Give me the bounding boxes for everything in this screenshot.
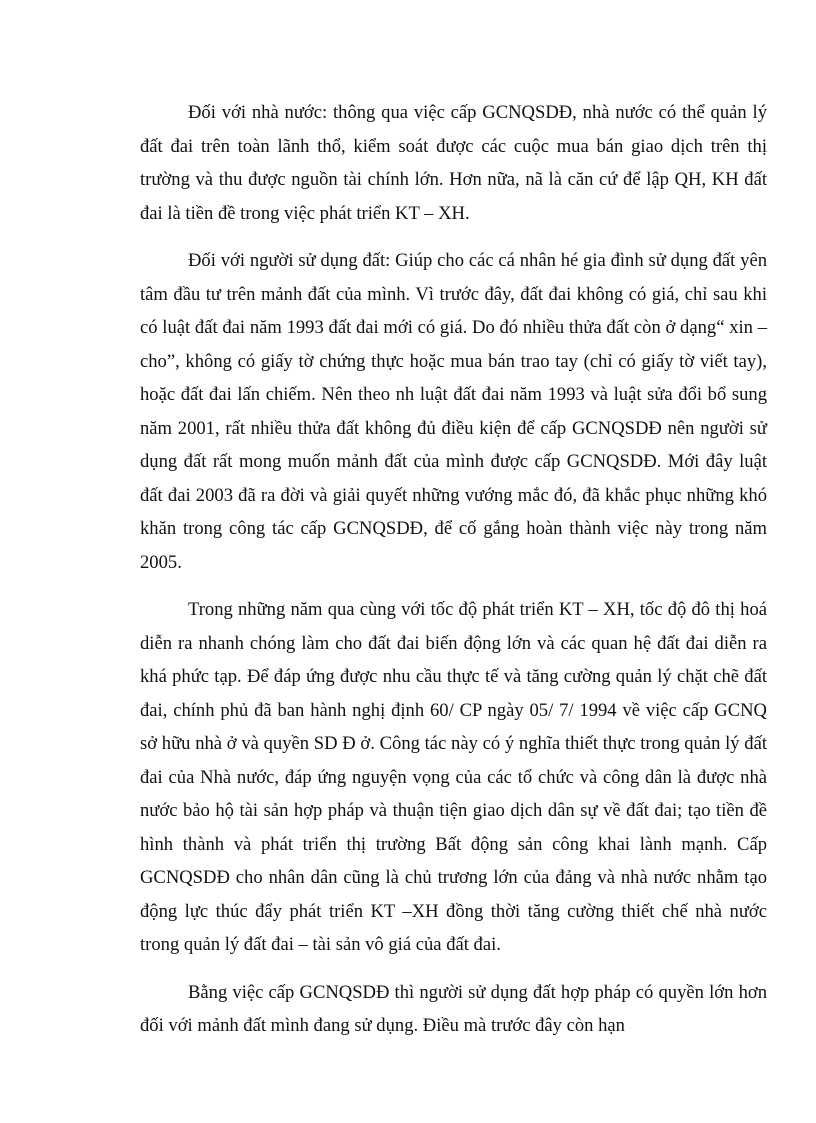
paragraph-land-user-benefits: Đối với người sử dụng đất: Giúp cho các cá nhân hé gia đình sử dụng đất yên tâm đầu tư trên mảnh đất của mình. Vì trước đây, đất đai không có giá, chỉ sau khi có luật đất đai năm 1993 đất đai mới có giá. Do đó nhiều thửa đất còn ở dạng“ xin – cho”, không có giấy tờ chứng thực hoặc mua bán trao tay (chỉ có giấy tờ viết tay), hoặc đất đai lấn chiếm. Nên theo nh luật đất đai năm 1993 và luật sửa đổi bổ sung năm 2001, rất nhiều thửa đất không đủ điều kiện để cấp GCNQSDĐ nên người sử dụng đất rất mong muốn mảnh đất của mình được cấp GCNQSDĐ. Mới đây luật đất đai 2003 đã ra đời và giải quyết những vướng mắc đó, đã khắc phục những khó khăn trong công tác cấp GCNQSDĐ, để cố gắng hoàn thành việc này trong năm 2005. — [140, 250, 767, 573]
document-page — [140, 96, 767, 1043]
paragraph-legal-rights: Bằng việc cấp GCNQSDĐ thì người sử dụng đất hợp pháp có quyền lớn hơn đối với mảnh đất mình đang sử dụng. Điều mà trước đây còn hạn — [140, 981, 767, 1036]
paragraph-state-benefits: Đối với nhà nước: thông qua việc cấp GCNQSDĐ, nhà nước có thể quản lý đất đai trên toàn lãnh thổ, kiểm soát được các cuộc mua bán giao dịch trên thị trường và thu được nguồn tài chính lớn. Hơn nữa, nã là căn cứ để lập QH, KH đất đai là tiền đề trong việc phát triển KT – XH. — [140, 102, 767, 224]
paragraph-urbanization-context: Trong những năm qua cùng với tốc độ phát triển KT – XH, tốc độ đô thị hoá diễn ra nhanh chóng làm cho đất đai biến động lớn và các quan hệ đất đai diễn ra khá phức tạp. Để đáp ứng được nhu cầu thực tế và tăng cường quản lý chặt chẽ đất đai, chính phủ đã ban hành nghị định 60/ CP ngày 05/ 7/ 1994 về việc cấp GCNQ sở hữu nhà ở và quyền SD Đ ở. Công tác này có ý nghĩa thiết thực trong quản lý đất đai của Nhà nước, đáp ứng nguyện vọng của các tổ chức và công dân là được nhà nước bảo hộ tài sản hợp pháp và thuận tiện giao dịch dân sự về đất đai; tạo tiền đề hình thành và phát triển thị trường Bất động sản công khai lành mạnh. Cấp GCNQSDĐ cho nhân dân cũng là chủ trương lớn của đảng và nhà nước nhằm tạo động lực thúc đẩy phát triển KT –XH đồng thời tăng cường thiết chế nhà nước trong quản lý đất đai – tài sản vô giá của đất đai. — [140, 599, 767, 955]
